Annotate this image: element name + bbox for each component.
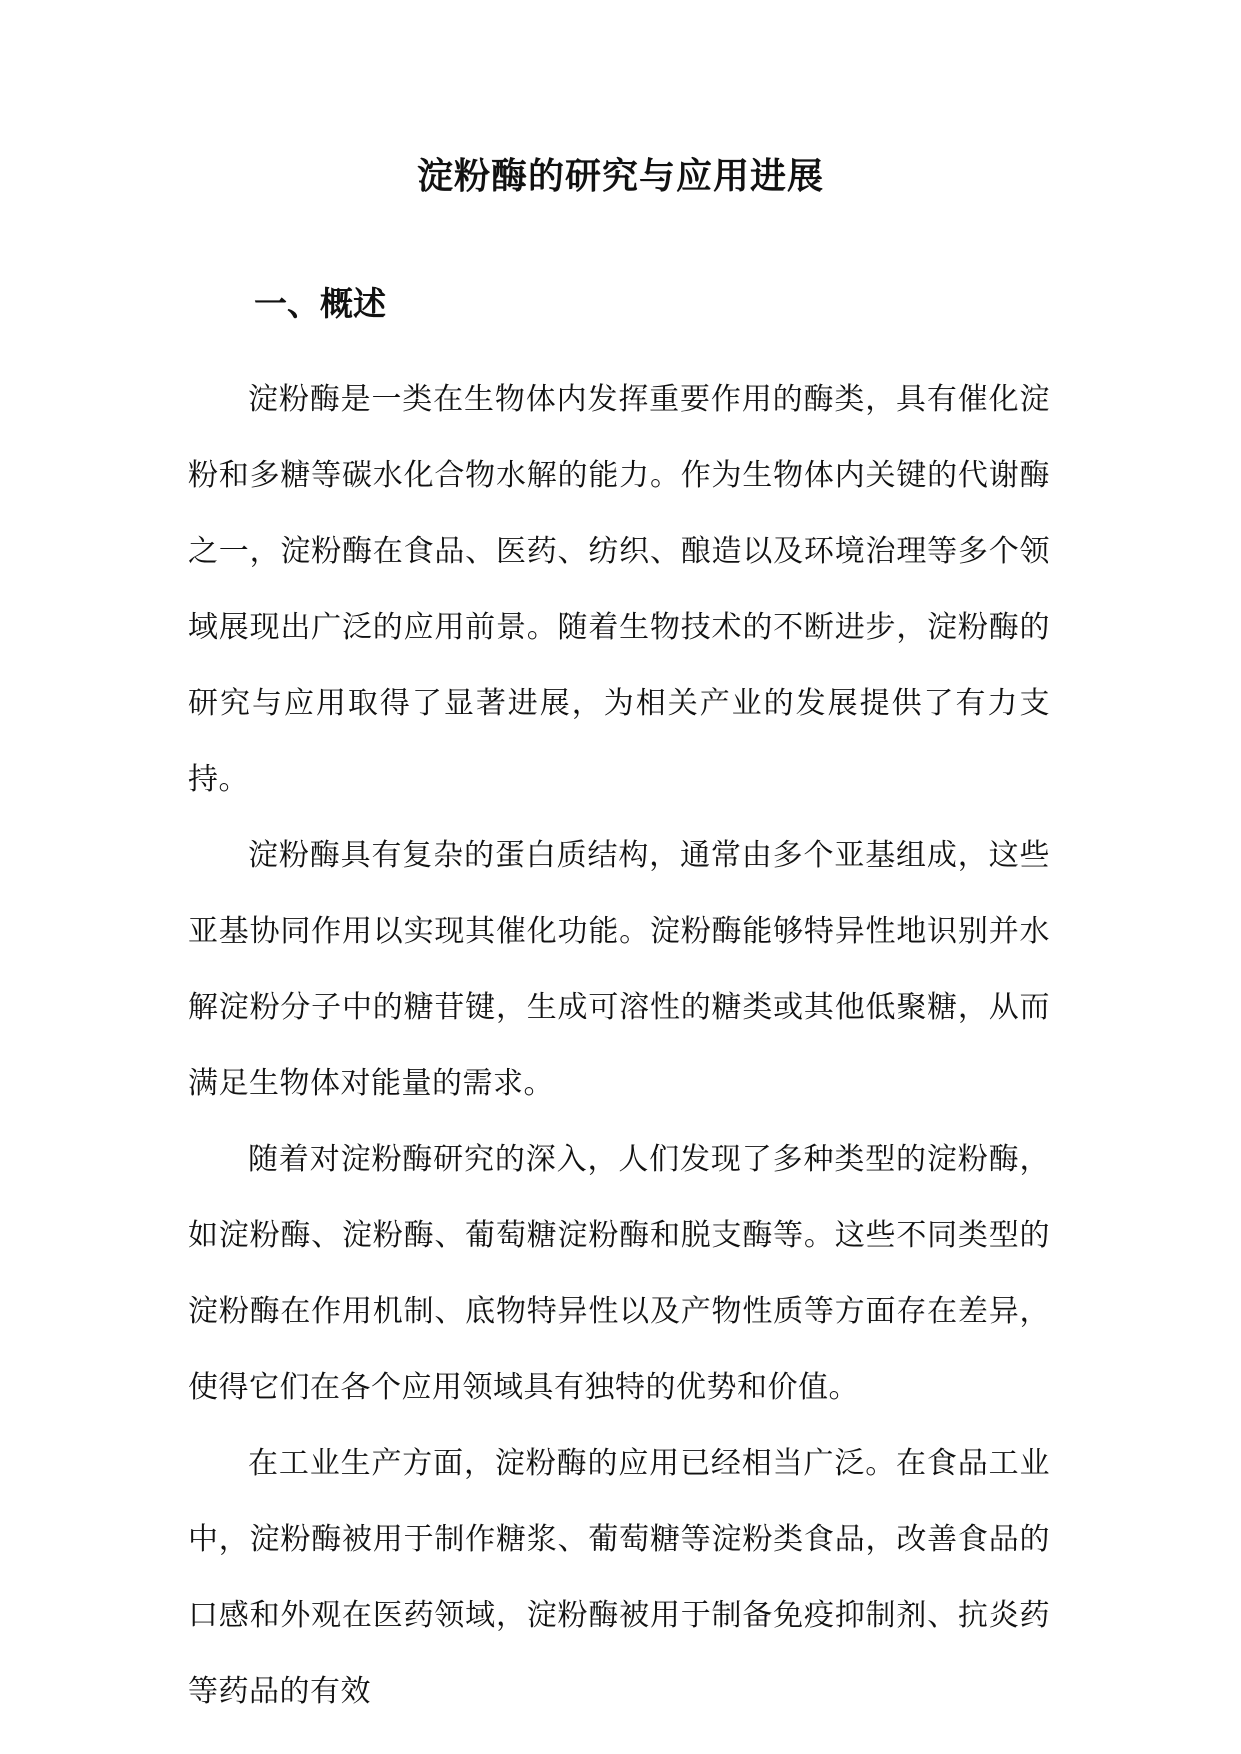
paragraph: 淀粉酶是一类在生物体内发挥重要作用的酶类，具有催化淀粉和多糖等碳水化合物水解的能力。作为生物体内关键的代谢酶之一，淀粉酶在食品、医药、纺织、酿造以及环境治理等多个领域展现出广泛的应用前景。随着生物技术的不断进步，淀粉酶的研究与应用取得了显著进展，为相关产业的发展提供了有力支持。 — [188, 382, 1050, 797]
paragraph: 随着对淀粉酶研究的深入，人们发现了多种类型的淀粉酶，如淀粉酶、淀粉酶、葡萄糖淀粉酶和脱支酶等。这些不同类型的淀粉酶在作用机制、底物特异性以及产物性质等方面存在差异，使得它们在各个应用领域具有独特的优势和价值。 — [188, 1142, 1050, 1405]
paragraph: 淀粉酶具有复杂的蛋白质结构，通常由多个亚基组成，这些亚基协同作用以实现其催化功能。淀粉酶能够特异性地识别并水解淀粉分子中的糖苷键，生成可溶性的糖类或其他低聚糖，从而满足生物体对能量的需求。 — [188, 838, 1050, 1101]
document-body — [188, 362, 1050, 1730]
section-heading: 一、概述 — [254, 284, 386, 323]
document-title: 淀粉酶的研究与应用进展 — [416, 155, 824, 197]
paragraph: 在工业生产方面，淀粉酶的应用已经相当广泛。在食品工业中，淀粉酶被用于制作糖浆、葡萄糖等淀粉类食品，改善食品的口感和外观在医药领域，淀粉酶被用于制备免疫抑制剂、抗炎药等药品的有效 — [188, 1446, 1050, 1709]
